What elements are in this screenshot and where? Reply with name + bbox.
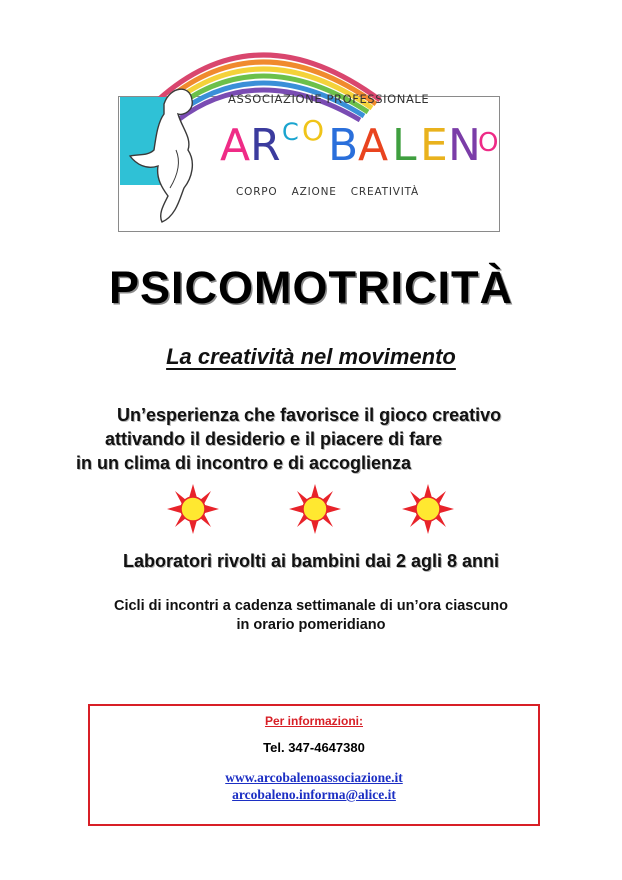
intro-line-3: in un clima di incontro e di accoglienza [76,453,412,473]
logo-letter: A [358,120,389,171]
email-link[interactable]: arcobaleno.informa@alice.it [232,787,396,802]
phone-number: Tel. 347-4647380 [263,740,365,755]
association-logo [118,38,502,238]
intro-line-2: attivando il desiderio e il piacere di fare [105,429,443,449]
logo-letter: B [328,120,359,171]
sun-icon [402,484,454,534]
intro-line-1: Un’esperienza che favorisce il gioco creativo [117,405,502,425]
logo-letter: A [220,120,251,171]
logo-letter: C [282,118,299,146]
logo-letter: R [250,120,281,171]
schedule-text [0,597,622,635]
logo-letter: O [302,114,325,147]
info-heading: Per informazioni: [264,714,363,728]
logo-arcobaleno-wordmark [220,114,499,172]
logo-association-label: ASSOCIAZIONE PROFESSIONALE [228,92,430,106]
workshop-target-text: Laboratori rivolti ai bambini dai 2 agli 8 anni [122,551,500,571]
logo-letter: O [478,128,499,158]
schedule-line-2: in orario pomeridiano [236,617,386,633]
contact-info-box [88,704,540,826]
page-title: PSICOMOTRICITÀ [109,262,513,313]
logo-letter: N [448,120,481,171]
website-link[interactable]: www.arcobalenoassociazione.it [225,770,403,785]
sun-icon [289,484,341,534]
sun-decorations [0,484,622,534]
schedule-line-1: Cicli di incontri a cadenza settimanale di un’ora ciascuno [113,598,509,614]
logo-tagline: CORPO AZIONE CREATIVITÀ [236,186,419,198]
logo-letter: L [392,120,417,171]
logo-letter: E [420,120,448,171]
page-subtitle: La creatività nel movimento [166,344,456,369]
sun-icon [167,484,219,534]
